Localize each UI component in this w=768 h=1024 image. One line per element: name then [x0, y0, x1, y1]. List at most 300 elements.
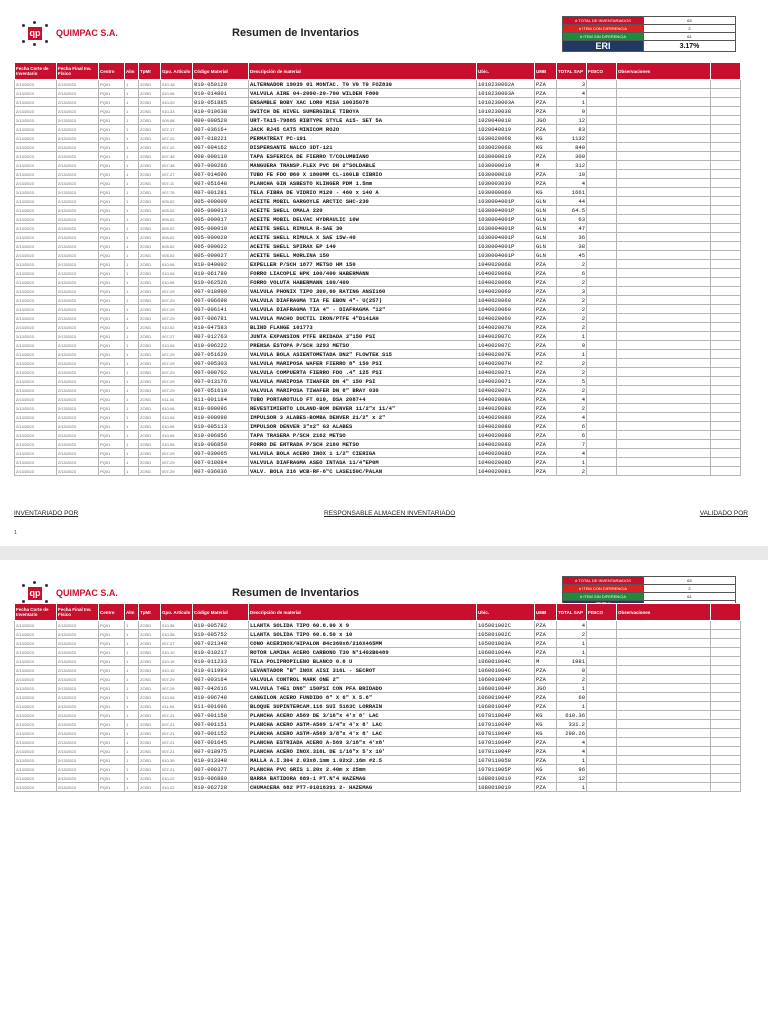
- center-cell: PQ01: [99, 639, 125, 648]
- physical-count-cell[interactable]: [587, 197, 617, 206]
- article-group-cell: 007-21: [161, 729, 193, 738]
- physical-count-cell[interactable]: [587, 233, 617, 242]
- center-cell: PQ01: [99, 666, 125, 675]
- table-row: [15, 188, 741, 197]
- table-row: [15, 458, 741, 467]
- material-code-cell: 007-051648: [193, 179, 249, 188]
- observations-cell[interactable]: [617, 621, 711, 630]
- material-code-cell: 007-001281: [193, 188, 249, 197]
- physical-count-cell[interactable]: [587, 116, 617, 125]
- observations-cell[interactable]: [617, 413, 711, 422]
- unit-cell: PZA: [535, 648, 557, 657]
- article-group-cell: 010-06: [161, 413, 193, 422]
- physical-count-cell[interactable]: [587, 413, 617, 422]
- physical-count-cell[interactable]: [587, 648, 617, 657]
- location-cell: 1030000069: [477, 188, 535, 197]
- physical-count-cell[interactable]: [587, 152, 617, 161]
- location-cell: 106001004P: [477, 675, 535, 684]
- observations-cell[interactable]: [617, 152, 711, 161]
- article-group-cell: 005-02: [161, 224, 193, 233]
- article-group-cell: 005-02: [161, 242, 193, 251]
- physical-count-cell[interactable]: [587, 215, 617, 224]
- final-date-cell: 2/13/2023: [57, 89, 99, 98]
- material-code-cell: 007-001150: [193, 711, 249, 720]
- physical-count-cell[interactable]: [587, 404, 617, 413]
- observations-cell[interactable]: [617, 684, 711, 693]
- article-group-cell: 007-22: [161, 134, 193, 143]
- physical-count-cell[interactable]: [587, 467, 617, 476]
- material-type-cell: ZOSD: [139, 260, 161, 269]
- material-type-cell: ZOSD: [139, 738, 161, 747]
- location-cell: 1080010019: [477, 783, 535, 792]
- location-cell: 1030000019: [477, 170, 535, 179]
- article-group-cell: 007-29: [161, 314, 193, 323]
- physical-count-cell[interactable]: [587, 765, 617, 774]
- physical-count-cell[interactable]: [587, 323, 617, 332]
- observations-cell[interactable]: [617, 332, 711, 341]
- material-type-cell: ZOSD: [139, 170, 161, 179]
- physical-count-cell[interactable]: [587, 89, 617, 98]
- description-cell: LLANTA SOLIDA TIPO 60.6.50 x 10: [249, 630, 477, 639]
- cut-date-cell: 2/13/2023: [15, 350, 57, 359]
- description-cell: VALVULA BOLA ASIENTOMETADA DN2" FLOWTEK S15: [249, 350, 477, 359]
- sap-total-cell: 4: [557, 413, 587, 422]
- cut-date-cell: 2/13/2023: [15, 449, 57, 458]
- col-umb-header: UMB: [535, 63, 557, 80]
- physical-count-cell[interactable]: [587, 224, 617, 233]
- warehouse-cell: 1: [125, 467, 139, 476]
- observations-cell[interactable]: [617, 458, 711, 467]
- cut-date-cell: 2/13/2023: [15, 188, 57, 197]
- article-group-cell: 005-02: [161, 233, 193, 242]
- sap-total-cell: 6: [557, 422, 587, 431]
- observations-cell[interactable]: [617, 98, 711, 107]
- warehouse-cell: 1: [125, 621, 139, 630]
- physical-count-cell[interactable]: [587, 440, 617, 449]
- report-page-2: [0, 560, 768, 1024]
- observations-cell[interactable]: [617, 89, 711, 98]
- table-row: [15, 467, 741, 476]
- observations-cell[interactable]: [617, 125, 711, 134]
- observations-cell[interactable]: [617, 422, 711, 431]
- physical-count-cell[interactable]: [587, 134, 617, 143]
- location-cell: 106001004P: [477, 702, 535, 711]
- observations-cell[interactable]: [617, 143, 711, 152]
- physical-count-cell[interactable]: [587, 738, 617, 747]
- physical-count-cell[interactable]: [587, 675, 617, 684]
- physical-count-cell[interactable]: [587, 287, 617, 296]
- description-cell: ENSAMBLE BOBY XAC LOR0 MISA 10035078: [249, 98, 477, 107]
- physical-count-cell[interactable]: [587, 242, 617, 251]
- material-code-cell: 010-062728: [193, 783, 249, 792]
- summary-label: # ITEM CON DIFERENCIA: [563, 25, 644, 33]
- extra-cell: [711, 161, 741, 170]
- observations-cell[interactable]: [617, 215, 711, 224]
- observations-cell[interactable]: [617, 738, 711, 747]
- warehouse-cell: 1: [125, 107, 139, 116]
- material-type-cell: ZOSD: [139, 413, 161, 422]
- location-cell: 1040020060: [477, 305, 535, 314]
- location-cell: 1040020081: [477, 467, 535, 476]
- observations-cell[interactable]: [617, 305, 711, 314]
- material-type-cell: ZOSD: [139, 269, 161, 278]
- observations-cell[interactable]: [617, 107, 711, 116]
- center-cell: PQ01: [99, 233, 125, 242]
- description-cell: JACK RJ45 CAT5 MINICOM ROJO: [249, 125, 477, 134]
- warehouse-cell: 1: [125, 729, 139, 738]
- signature-inventoried-by: INVENTARIADO POR: [14, 510, 79, 517]
- observations-cell[interactable]: [617, 80, 711, 89]
- warehouse-cell: 1: [125, 314, 139, 323]
- location-cell: 1040020088: [477, 431, 535, 440]
- final-date-cell: 2/13/2023: [57, 143, 99, 152]
- material-type-cell: ZOSD: [139, 675, 161, 684]
- observations-cell[interactable]: [617, 666, 711, 675]
- material-code-cell: 005-000019: [193, 224, 249, 233]
- observations-cell[interactable]: [617, 314, 711, 323]
- observations-cell[interactable]: [617, 296, 711, 305]
- observations-cell[interactable]: [617, 467, 711, 476]
- physical-count-cell[interactable]: [587, 702, 617, 711]
- description-cell: URT-TA15-79885 RIBTYPE STYLE A15- SET 5A: [249, 116, 477, 125]
- observations-cell[interactable]: [617, 783, 711, 792]
- extra-cell: [711, 657, 741, 666]
- observations-cell[interactable]: [617, 206, 711, 215]
- location-cell: 1040020060: [477, 296, 535, 305]
- physical-count-cell[interactable]: [587, 305, 617, 314]
- article-group-cell: 007-29: [161, 684, 193, 693]
- location-cell: 1030004001P: [477, 251, 535, 260]
- observations-cell[interactable]: [617, 350, 711, 359]
- table-row: [15, 161, 741, 170]
- material-type-cell: ZOSD: [139, 621, 161, 630]
- table-row: [15, 720, 741, 729]
- physical-count-cell[interactable]: [587, 666, 617, 675]
- observations-cell[interactable]: [617, 386, 711, 395]
- cut-date-cell: 2/13/2023: [15, 134, 57, 143]
- final-date-cell: 2/13/2023: [57, 458, 99, 467]
- observations-cell[interactable]: [617, 431, 711, 440]
- observations-cell[interactable]: [617, 404, 711, 413]
- physical-count-cell[interactable]: [587, 630, 617, 639]
- observations-cell[interactable]: [617, 720, 711, 729]
- location-cell: 1030020068: [477, 143, 535, 152]
- description-cell: VALVULA T4E1 DN6" 150PSI CON PFA BRIDADO: [249, 684, 477, 693]
- final-date-cell: 2/13/2023: [57, 747, 99, 756]
- description-cell: TAPA TRASERA P/SCH 2162 METSO: [249, 431, 477, 440]
- physical-count-cell[interactable]: [587, 684, 617, 693]
- physical-count-cell[interactable]: [587, 350, 617, 359]
- cut-date-cell: 2/13/2023: [15, 197, 57, 206]
- observations-cell[interactable]: [617, 395, 711, 404]
- observations-cell[interactable]: [617, 170, 711, 179]
- location-cell: 1070110058: [477, 756, 535, 765]
- observations-cell[interactable]: [617, 747, 711, 756]
- center-cell: PQ01: [99, 179, 125, 188]
- center-cell: PQ01: [99, 161, 125, 170]
- summary-value: 63: [644, 577, 736, 585]
- warehouse-cell: 1: [125, 431, 139, 440]
- physical-count-cell[interactable]: [587, 693, 617, 702]
- material-code-cell: 007-018084: [193, 458, 249, 467]
- observations-cell[interactable]: [617, 440, 711, 449]
- physical-count-cell[interactable]: [587, 747, 617, 756]
- warehouse-cell: 1: [125, 80, 139, 89]
- summary-row: [563, 585, 736, 593]
- final-date-cell: 2/13/2023: [57, 404, 99, 413]
- final-date-cell: 2/13/2023: [57, 161, 99, 170]
- location-cell: 106001004C: [477, 657, 535, 666]
- final-date-cell: 2/13/2023: [57, 134, 99, 143]
- description-cell: ACEITE MOBIL DELVAC HYDRAULIC 10W: [249, 215, 477, 224]
- observations-cell[interactable]: [617, 648, 711, 657]
- table-row: [15, 783, 741, 792]
- physical-count-cell[interactable]: [587, 774, 617, 783]
- observations-cell[interactable]: [617, 756, 711, 765]
- observations-cell[interactable]: [617, 774, 711, 783]
- warehouse-cell: 1: [125, 251, 139, 260]
- article-group-cell: 011-04: [161, 702, 193, 711]
- physical-count-cell[interactable]: [587, 720, 617, 729]
- physical-count-cell[interactable]: [587, 98, 617, 107]
- physical-count-cell[interactable]: [587, 756, 617, 765]
- material-code-cell: 007-003164: [193, 675, 249, 684]
- physical-count-cell[interactable]: [587, 783, 617, 792]
- sap-total-cell: 2: [557, 359, 587, 368]
- physical-count-cell[interactable]: [587, 80, 617, 89]
- observations-cell[interactable]: [617, 278, 711, 287]
- material-type-cell: ZOSD: [139, 648, 161, 657]
- observations-cell[interactable]: [617, 116, 711, 125]
- center-cell: PQ01: [99, 404, 125, 413]
- physical-count-cell[interactable]: [587, 143, 617, 152]
- extra-cell: [711, 206, 741, 215]
- observations-cell[interactable]: [617, 269, 711, 278]
- final-date-cell: 2/13/2023: [57, 188, 99, 197]
- material-type-cell: ZOSD: [139, 783, 161, 792]
- observations-cell[interactable]: [617, 287, 711, 296]
- physical-count-cell[interactable]: [587, 377, 617, 386]
- physical-count-cell[interactable]: [587, 395, 617, 404]
- table-row: [15, 332, 741, 341]
- signature-validated-by: VALIDADO POR: [699, 510, 748, 517]
- unit-cell: GLN: [535, 242, 557, 251]
- description-cell: PLANCHA ESTRIADA ACERO A-569 3/16"x 4'x8': [249, 738, 477, 747]
- physical-count-cell[interactable]: [587, 260, 617, 269]
- physical-count-cell[interactable]: [587, 386, 617, 395]
- physical-count-cell[interactable]: [587, 422, 617, 431]
- unit-cell: PZA: [535, 630, 557, 639]
- physical-count-cell[interactable]: [587, 296, 617, 305]
- col-total-sap-header: TOTAL SAP: [557, 63, 587, 80]
- observations-cell[interactable]: [617, 224, 711, 233]
- description-cell: VALVULA DIAFRAGMA ASEO INTASA 11/4"EP0M: [249, 458, 477, 467]
- final-date-cell: 2/13/2023: [57, 296, 99, 305]
- material-code-cell: 007-005303: [193, 359, 249, 368]
- physical-count-cell[interactable]: [587, 621, 617, 630]
- observations-cell[interactable]: [617, 657, 711, 666]
- final-date-cell: 2/13/2023: [57, 440, 99, 449]
- observations-cell[interactable]: [617, 377, 711, 386]
- physical-count-cell[interactable]: [587, 458, 617, 467]
- final-date-cell: 2/13/2023: [57, 702, 99, 711]
- unit-cell: PZA: [535, 269, 557, 278]
- center-cell: PQ01: [99, 197, 125, 206]
- physical-count-cell[interactable]: [587, 431, 617, 440]
- physical-count-cell[interactable]: [587, 639, 617, 648]
- physical-count-cell[interactable]: [587, 711, 617, 720]
- physical-count-cell[interactable]: [587, 449, 617, 458]
- center-cell: PQ01: [99, 341, 125, 350]
- description-cell: FORRO DE ENTRADA P/SCH 2160 METSO: [249, 440, 477, 449]
- unit-cell: PZA: [535, 404, 557, 413]
- center-cell: PQ01: [99, 206, 125, 215]
- observations-cell[interactable]: [617, 188, 711, 197]
- sap-total-cell: 7: [557, 440, 587, 449]
- cut-date-cell: 2/13/2023: [15, 621, 57, 630]
- article-group-cell: 007-17: [161, 125, 193, 134]
- warehouse-cell: 1: [125, 170, 139, 179]
- observations-cell[interactable]: [617, 765, 711, 774]
- summary-value: 2: [644, 25, 736, 33]
- sap-total-cell: 1: [557, 648, 587, 657]
- sap-total-cell: 3: [557, 80, 587, 89]
- table-row: [15, 215, 741, 224]
- article-group-cell: 007-11: [161, 179, 193, 188]
- article-group-cell: 010-22: [161, 783, 193, 792]
- observations-cell[interactable]: [617, 242, 711, 251]
- warehouse-cell: 1: [125, 693, 139, 702]
- material-code-cell: 010-005113: [193, 422, 249, 431]
- table-row: [15, 107, 741, 116]
- physical-count-cell[interactable]: [587, 206, 617, 215]
- physical-count-cell[interactable]: [587, 107, 617, 116]
- cut-date-cell: 2/13/2023: [15, 467, 57, 476]
- physical-count-cell[interactable]: [587, 251, 617, 260]
- material-type-cell: ZOSD: [139, 422, 161, 431]
- article-group-cell: 007-29: [161, 287, 193, 296]
- location-cell: 104002007E: [477, 350, 535, 359]
- material-type-cell: ZOSD: [139, 350, 161, 359]
- col-descripcion-header: Descripción de material: [249, 604, 477, 621]
- sap-total-cell: 1: [557, 639, 587, 648]
- extra-cell: [711, 684, 741, 693]
- final-date-cell: 2/13/2023: [57, 251, 99, 260]
- observations-cell[interactable]: [617, 359, 711, 368]
- physical-count-cell[interactable]: [587, 170, 617, 179]
- warehouse-cell: 1: [125, 702, 139, 711]
- material-code-cell: 010-013348: [193, 756, 249, 765]
- observations-cell[interactable]: [617, 711, 711, 720]
- observations-cell[interactable]: [617, 233, 711, 242]
- physical-count-cell[interactable]: [587, 161, 617, 170]
- center-cell: PQ01: [99, 657, 125, 666]
- article-group-cell: 005-02: [161, 215, 193, 224]
- extra-cell: [711, 116, 741, 125]
- physical-count-cell[interactable]: [587, 368, 617, 377]
- sap-total-cell: 38: [557, 242, 587, 251]
- extra-cell: [711, 404, 741, 413]
- table-row: [15, 341, 741, 350]
- material-code-cell: 007-000266: [193, 161, 249, 170]
- article-group-cell: 007-21: [161, 765, 193, 774]
- col-codigo-material-header: Código Material: [193, 604, 249, 621]
- observations-cell[interactable]: [617, 639, 711, 648]
- observations-cell[interactable]: [617, 729, 711, 738]
- observations-cell[interactable]: [617, 251, 711, 260]
- final-date-cell: 2/13/2023: [57, 359, 99, 368]
- extra-cell: [711, 630, 741, 639]
- extra-cell: [711, 98, 741, 107]
- sap-total-cell: 298.26: [557, 729, 587, 738]
- warehouse-cell: 1: [125, 161, 139, 170]
- material-type-cell: ZOSD: [139, 747, 161, 756]
- physical-count-cell[interactable]: [587, 278, 617, 287]
- observations-cell[interactable]: [617, 134, 711, 143]
- material-code-cell: 007-051619: [193, 386, 249, 395]
- description-cell: PLANCHA ACERO A569 DE 3/16"x 4'x 8' LAC: [249, 711, 477, 720]
- observations-cell[interactable]: [617, 323, 711, 332]
- center-cell: PQ01: [99, 305, 125, 314]
- description-cell: FORRO VOLUTA HABERMANN 100/400: [249, 278, 477, 287]
- table-row: [15, 639, 741, 648]
- cut-date-cell: 2/13/2023: [15, 206, 57, 215]
- physical-count-cell[interactable]: [587, 729, 617, 738]
- physical-count-cell[interactable]: [587, 179, 617, 188]
- center-cell: PQ01: [99, 287, 125, 296]
- observations-cell[interactable]: [617, 630, 711, 639]
- description-cell: ACEITE MOBIL GARGOYLE ARCTIC SHC-230: [249, 197, 477, 206]
- location-cell: 1040020071: [477, 386, 535, 395]
- final-date-cell: 2/13/2023: [57, 314, 99, 323]
- col-centro-header: Centro: [99, 63, 125, 80]
- table-row: [15, 774, 741, 783]
- physical-count-cell[interactable]: [587, 314, 617, 323]
- physical-count-cell[interactable]: [587, 269, 617, 278]
- location-cell: 1020040018: [477, 116, 535, 125]
- sap-total-cell: 4: [557, 89, 587, 98]
- material-type-cell: ZOSD: [139, 224, 161, 233]
- extra-cell: [711, 296, 741, 305]
- observations-cell[interactable]: [617, 179, 711, 188]
- table-row: [15, 350, 741, 359]
- observations-cell[interactable]: [617, 260, 711, 269]
- observations-cell[interactable]: [617, 368, 711, 377]
- physical-count-cell[interactable]: [587, 125, 617, 134]
- sap-total-cell: 4: [557, 449, 587, 458]
- table-row: [15, 386, 741, 395]
- unit-cell: PZA: [535, 341, 557, 350]
- physical-count-cell[interactable]: [587, 188, 617, 197]
- observations-cell[interactable]: [617, 449, 711, 458]
- material-type-cell: ZOSD: [139, 188, 161, 197]
- observations-cell[interactable]: [617, 702, 711, 711]
- physical-count-cell[interactable]: [587, 341, 617, 350]
- material-code-cell: 005-000013: [193, 206, 249, 215]
- physical-count-cell[interactable]: [587, 332, 617, 341]
- final-date-cell: 2/13/2023: [57, 125, 99, 134]
- description-cell: ACEITE SHELL OMALA 220: [249, 206, 477, 215]
- observations-cell[interactable]: [617, 675, 711, 684]
- observations-cell[interactable]: [617, 197, 711, 206]
- material-type-cell: ZOSD: [139, 386, 161, 395]
- warehouse-cell: 1: [125, 386, 139, 395]
- observations-cell[interactable]: [617, 341, 711, 350]
- observations-cell[interactable]: [617, 161, 711, 170]
- physical-count-cell[interactable]: [587, 359, 617, 368]
- physical-count-cell[interactable]: [587, 657, 617, 666]
- observations-cell[interactable]: [617, 693, 711, 702]
